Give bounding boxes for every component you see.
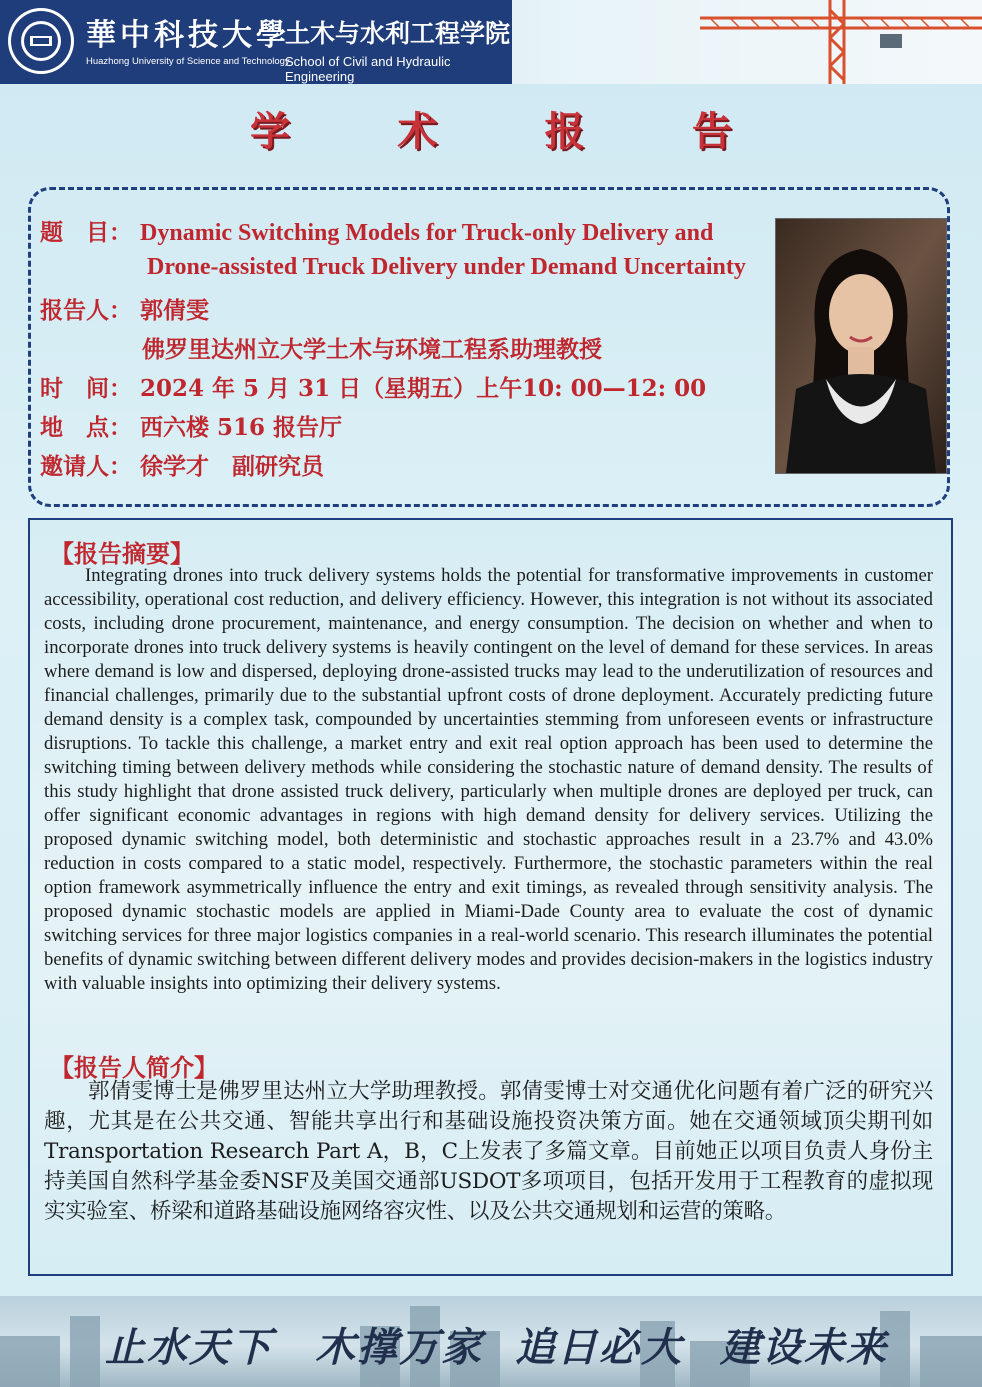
content-panel [28,518,953,1276]
speaker-title: 佛罗里达州立大学土木与环境工程系助理教授 [142,336,602,363]
school-logo-block [0,0,512,84]
university-name-cn: 華中科技大學 [86,18,290,53]
topic-line-2: Drone-assisted Truck Delivery under Demand Uncertainty [147,254,746,280]
host-label: 邀请人： [40,453,132,480]
abstract-heading: 【报告摘要】 [50,540,194,568]
title-char-1: 学 [250,108,290,155]
title-char-4: 告 [691,108,732,155]
place-row [40,409,342,442]
slogan-4: 建设未来 [720,1324,888,1371]
title-char-2: 术 [397,108,438,155]
host-row [40,448,324,481]
bio-text: 郭倩雯博士是佛罗里达州立大学助理教授。郭倩雯博士对交通优化问题有着广泛的研究兴趣，尤其是在公共交通、智能共享出行和基础设施投资决策方面。她在交通领域顶尖期刊如Transportation Research Part A，B，C上发表了多篇文章。目前她正以项目负责人身份主持美国自然科学基金委NSF及美国交通部USDOT多项项目，包括开发用于工程教育的虚拟现实实验室、桥梁和道路基础设施网络容灾性、以及公共交通规划和运营的策略。 [44,1079,933,1224]
time-row [40,370,706,403]
topic-row [40,214,713,247]
header-banner [0,0,982,84]
slogan-row [0,1316,982,1376]
slogan-2: 木撑万家 [315,1324,483,1371]
topic-line-1: Dynamic Switching Models for Truck-only Delivery and [140,220,714,246]
speaker-title-row [142,331,602,364]
slogan-3: 追日必大 [515,1324,683,1371]
place-label: 地 点： [40,414,132,441]
abstract-text: Integrating drones into truck delivery systems holds the potential for transformative improvements in customer accessibility, operational cost reduction, and delivery efficiency. However, this integration is not without its associated costs, including drone procurement, maintenance, and energy consumption. The decision on whether and when to incorporate drones into truck delivery systems is heavily contingent on the level of demand for these services. In areas where demand is low and dispersed, deploying drone-assisted trucks may lead to the underutilization of resources and financial challenges, primarily due to the substantial upfront costs of drone deployment. Accurately predicting future demand density is a complex task, compounded by uncertainties stemming from unforeseen events or infrastructure disruptions. To tackle this challenge, a market entry and exit real option approach has been used to determine the switching timing between delivery methods while considering the stochastic nature of demand density. The results of this study highlight that drone assisted truck delivery, particularly when multiple drones are deployed per truck, can offer significant economic advantages in regions with high demand density for delivery services. Utilizing the proposed dynamic switching model, both deterministic and stochastic approaches result in a 23.7% and 43.0% reduction in costs compared to a static model, respectively. Furthermore, the stochastic parameters within the real option framework asymmetrically influence the entry and exit timings, as revealed through sensitivity analysis. The proposed dynamic stochastic models are applied in Miami-Dade County area to evaluate the cost of dynamic switching services for three major logistics companies in a real-world scenario. This research illuminates the potential benefits of dynamic switching between different delivery modes and provides decision-makers in the logistics industry with valuable insights into optimizing their delivery systems. [44,565,933,994]
time-value: 2024 年 5 月 31 日（星期五）上午10: 00—12: 00 [140,375,707,402]
school-name-en: School of Civil and Hydraulic Engineering [285,54,451,84]
place-value: 西六楼 516 报告厅 [140,414,343,441]
footer-banner [0,1296,982,1387]
topic-label: 题 目： [40,219,132,246]
slogan-1: 止水天下 [105,1324,273,1371]
school-name-cn: 土木与水利工程学院 [285,19,511,48]
speaker-name: 郭倩雯 [140,297,210,324]
speaker-row [40,292,209,325]
time-label: 时 间： [40,375,132,402]
title-char-3: 报 [544,108,585,155]
university-name-en: Huazhong University of Science and Technology [86,56,290,67]
university-seal-icon [6,6,76,76]
bio-heading: 【报告人简介】 [50,1054,218,1082]
crane-icon [700,0,982,84]
speaker-photo [775,218,947,474]
speaker-label: 报告人： [40,297,132,324]
report-title [250,98,732,158]
host-value: 徐学才 副研究员 [140,453,325,480]
topic-row-2 [147,253,746,281]
